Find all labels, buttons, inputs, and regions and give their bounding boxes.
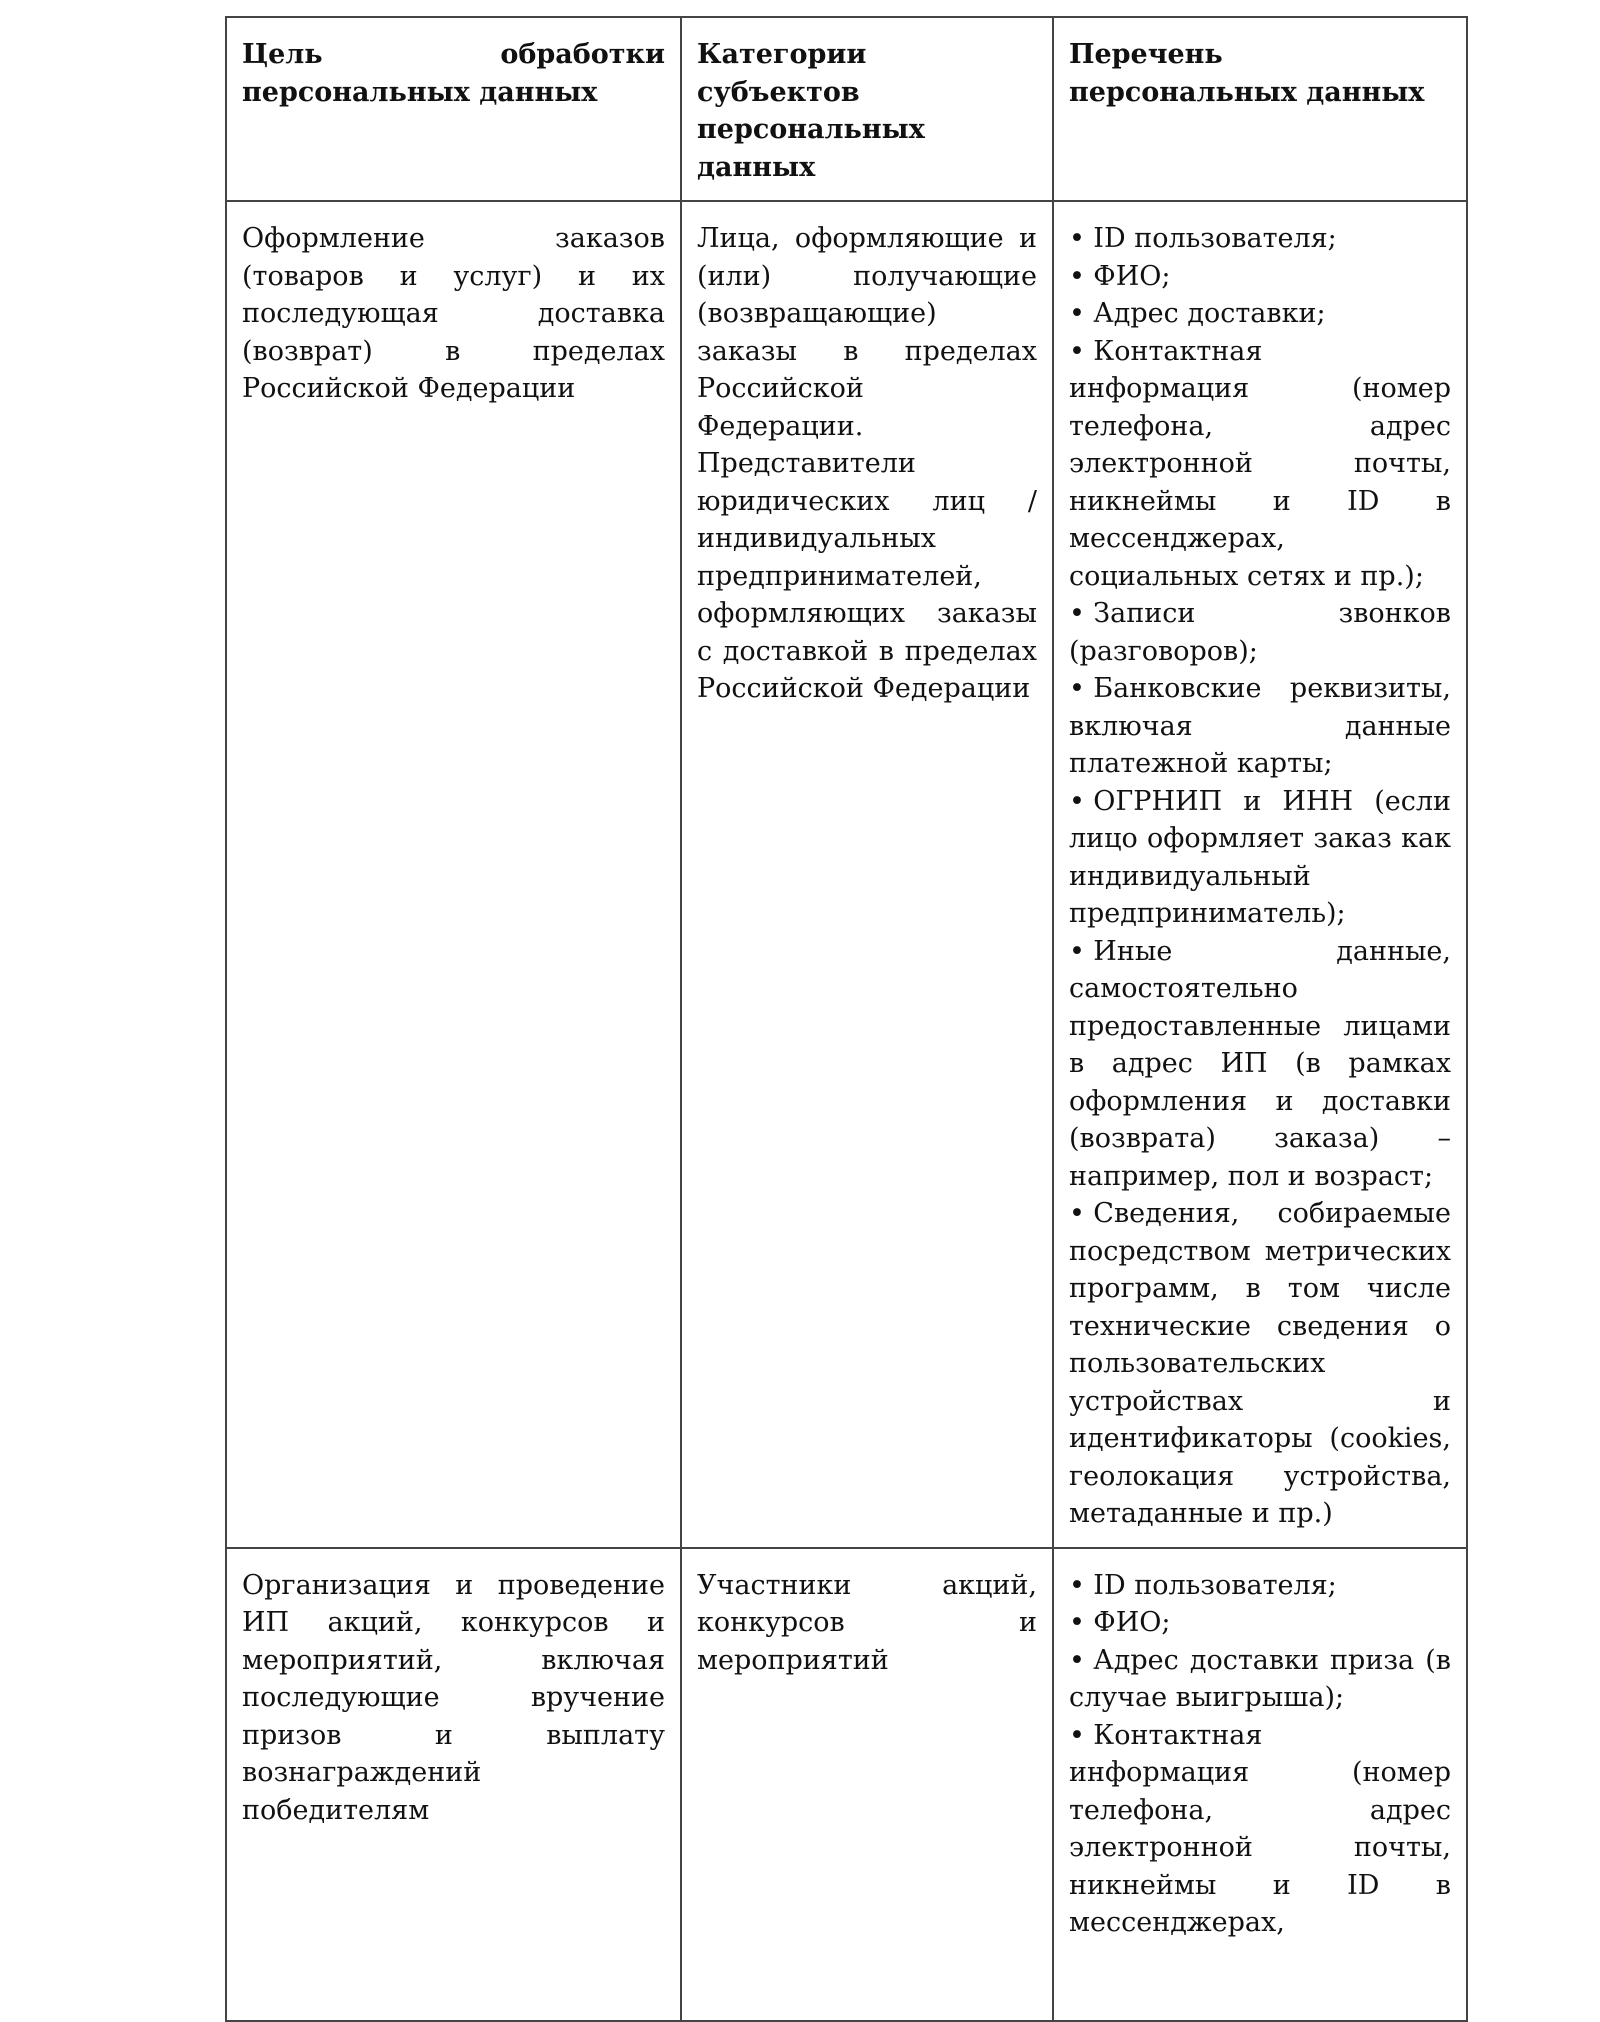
bullet-icon: • bbox=[1069, 785, 1085, 817]
bullet-icon: • bbox=[1069, 335, 1085, 367]
bullet-icon: • bbox=[1069, 598, 1085, 629]
list-item: • ID пользователя; bbox=[1069, 1567, 1451, 1605]
bullet-icon: • bbox=[1069, 1644, 1085, 1676]
bullet-icon: • bbox=[1069, 260, 1085, 292]
list-item: • ID пользователя; bbox=[1069, 220, 1451, 258]
list-item: • Иные данные, самостоятельно предоставленные лицами в адрес ИП (в рамках оформления и доставки (возврата) заказа) – например, пол и возраст; bbox=[1069, 933, 1451, 1196]
bullet-icon: • bbox=[1069, 1719, 1085, 1751]
list-item: • Адрес доставки; bbox=[1069, 295, 1451, 333]
list-item: • ФИО; bbox=[1069, 1604, 1451, 1642]
header-data-list: Перечень персональных данных bbox=[1053, 17, 1467, 201]
subjects-cell: Участники акций, конкурсов и мероприятий bbox=[681, 1548, 1053, 2021]
list-item: • Банковские реквизиты, включая данные платежной карты; bbox=[1069, 670, 1451, 783]
bullet-icon: • bbox=[1069, 673, 1085, 704]
subjects-cell: Лица, оформляющие и (или) получающие (возвращающие) заказы в пределах Российской Федерации. Представители юридических лиц / индивидуальных предпринимателей, оформляющих заказы с доставкой в пределах Российской Федерации bbox=[681, 201, 1053, 1548]
bullet-icon: • bbox=[1069, 298, 1085, 329]
data-items-list bbox=[1069, 220, 1451, 1533]
list-item: • Контактная информация (номер телефона, адрес электронной почты, никнеймы и ID в мессенджерах, bbox=[1069, 1717, 1451, 1942]
personal-data-table bbox=[225, 16, 1468, 2022]
purpose-cell: Организация и проведение ИП акций, конкурсов и мероприятий, включая последующие вручение призов и выплату вознаграждений победителям bbox=[226, 1548, 681, 2021]
header-purpose: Цель обработки персональных данных bbox=[226, 17, 681, 201]
bullet-icon: • bbox=[1069, 1569, 1085, 1601]
list-item: • ФИО; bbox=[1069, 258, 1451, 296]
list-item: • Адрес доставки приза (в случае выигрыша); bbox=[1069, 1642, 1451, 1717]
bullet-icon: • bbox=[1069, 1198, 1085, 1229]
table-row bbox=[226, 201, 1467, 1548]
table-header-row bbox=[226, 17, 1467, 201]
list-item: • Записи звонков (разговоров); bbox=[1069, 595, 1451, 670]
list-item: • Сведения, собираемые посредством метрических программ, в том числе технические сведения о пользовательских устройствах и идентификаторы (cookies, геолокация устройства, метаданные и пр.) bbox=[1069, 1195, 1451, 1533]
list-item: • Контактная информация (номер телефона, адрес электронной почты, никнеймы и ID в мессенджерах, социальных сетях и пр.); bbox=[1069, 333, 1451, 596]
data-list-cell bbox=[1053, 1548, 1467, 2021]
header-subjects: Категории субъектов персональных данных bbox=[681, 17, 1053, 201]
list-item: • ОГРНИП и ИНН (если лицо оформляет заказ как индивидуальный предприниматель); bbox=[1069, 783, 1451, 933]
bullet-icon: • bbox=[1069, 1607, 1085, 1638]
bullet-icon: • bbox=[1069, 935, 1085, 967]
table-row bbox=[226, 1548, 1467, 2021]
bullet-icon: • bbox=[1069, 223, 1085, 254]
data-list-cell bbox=[1053, 201, 1467, 1548]
data-items-list bbox=[1069, 1567, 1451, 1942]
purpose-cell: Оформление заказов (товаров и услуг) и их последующая доставка (возврат) в пределах Российской Федерации bbox=[226, 201, 681, 1548]
